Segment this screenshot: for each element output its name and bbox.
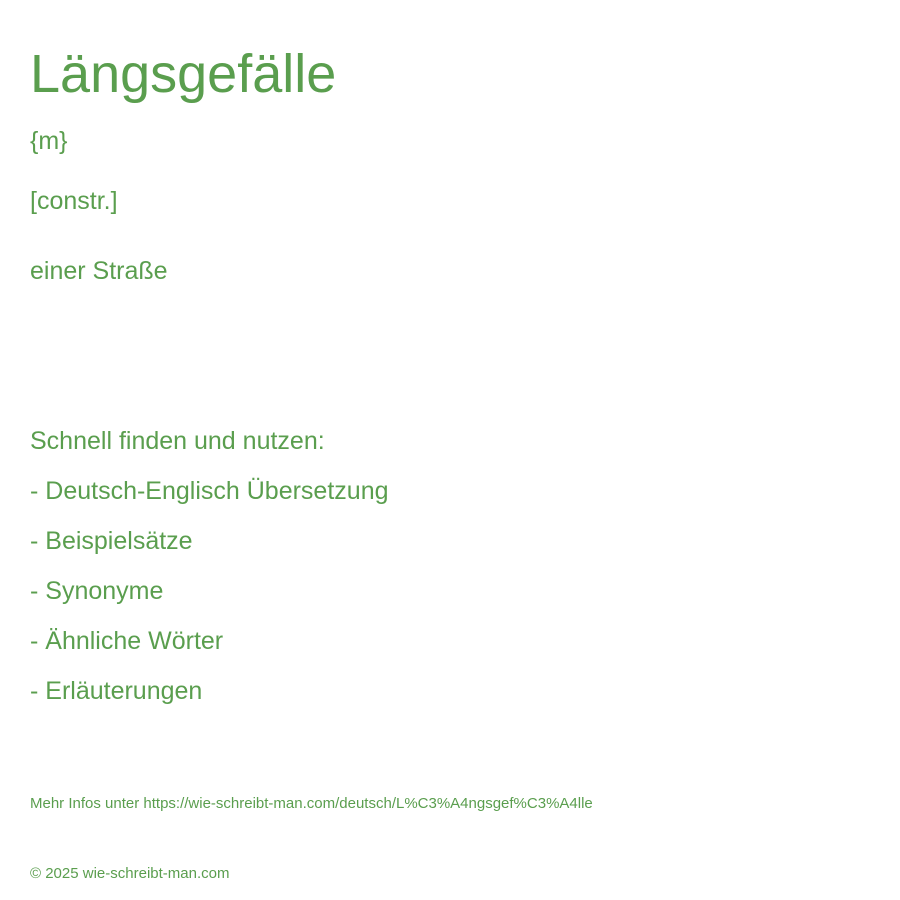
usage-context: einer Straße [30,257,168,285]
promo-feature-list [30,476,389,726]
promo-heading: Schnell finden und nutzen: [30,427,325,455]
grammatical-gender: {m} [30,127,68,155]
more-info-link-text: Mehr Infos unter https://wie-schreibt-man.com/deutsch/L%C3%A4ngsgef%C3%A4lle [30,795,593,812]
promo-item-synonyms: - Synonyme [30,577,164,605]
promo-item-explanations: - Erläuterungen [30,677,203,705]
promo-item-translation: - Deutsch-Englisch Übersetzung [30,477,389,505]
entry-word-title: Längsgefälle [30,44,337,104]
promo-item-similar-words: - Ähnliche Wörter [30,627,224,655]
copyright-notice: © 2025 wie-schreibt-man.com [30,865,230,882]
subject-domain-tag: [constr.] [30,187,118,215]
promo-item-example-sentences: - Beispielsätze [30,527,193,555]
